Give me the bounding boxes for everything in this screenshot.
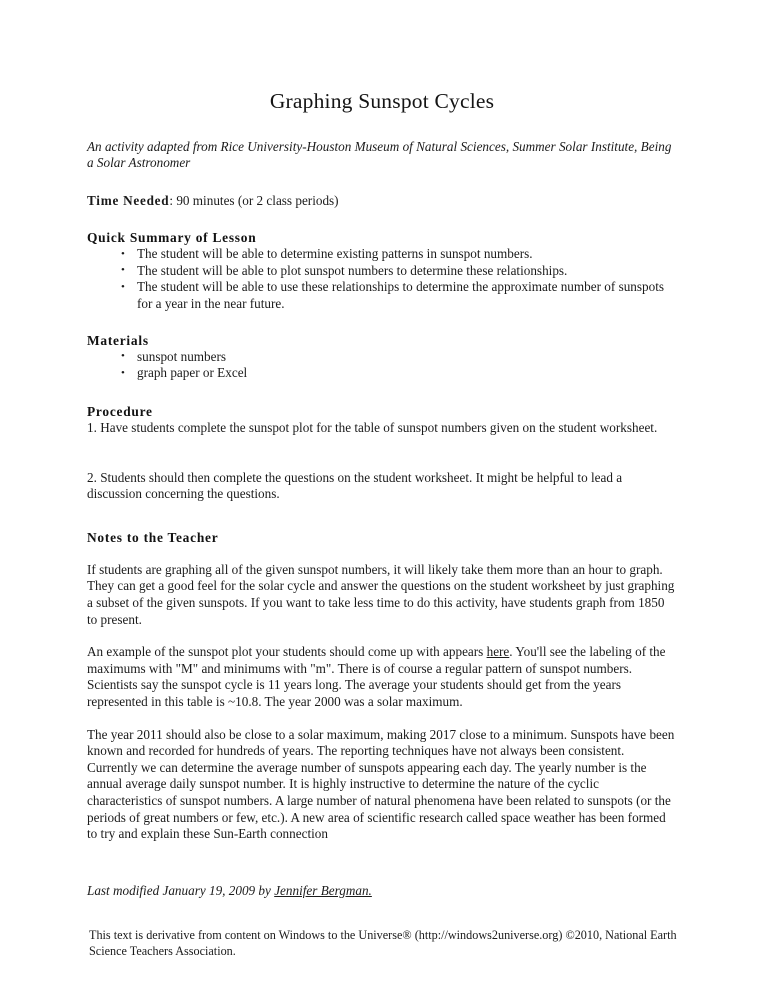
procedure-step-2: 2. Students should then complete the questions on the student worksheet. It might be helpful to lead a discussion concerning the questions. (87, 469, 623, 502)
document-subtitle: An activity adapted from Rice University-Houston Museum of Natural Sciences, Summer Solar Institute, Being a Solar Astronomer (87, 138, 672, 171)
notes-heading: Notes to the Teacher (87, 529, 219, 545)
notes-paragraph-2-tail: . You'll see the labeling of the maximums with "M" and minimums with "m". There is of course a regular pattern of sunspot numbers. Scientists say the sunspot cycle is 11 years long. The average your students should get from the years represented in this table is ~10.8. The year 2000 was a solar maximum. (87, 644, 666, 709)
list-item: • graph paper or Excel (87, 365, 677, 382)
procedure-step-1: 1. Have students complete the sunspot plot for the table of sunspot numbers given on the student worksheet. (87, 419, 658, 435)
list-item: • The student will be able to determine existing patterns in sunspot numbers. (87, 246, 677, 263)
notes-paragraph-3: The year 2011 should also be close to a solar maximum, making 2017 close to a minimum. Sunspots have been known and recorded for hundreds of years. The reporting techniques have not always been consistent. Currently we can determine the average number of sunspots appearing each day. The yearly number is the annual average daily sunspot number. It is highly instructive to determine the nature of the cyclic characteristics of sunspot numbers. A large number of natural phenomena have been related to sunspots (or the periods of great numbers or few, etc.). A new area of scientific research called space weather has been formed to try and explain these Sun-Earth connection (87, 726, 675, 842)
paragraph-spacer (87, 436, 677, 453)
procedure-heading: Procedure (87, 403, 153, 419)
materials-heading: Materials (87, 332, 149, 348)
time-needed-value: : 90 minutes (or 2 class periods) (169, 192, 339, 208)
paragraph-spacer (87, 453, 677, 470)
list-item: • The student will be able to use these relationships to determine the approximate number of sunspots for a year in the near future. (87, 279, 677, 312)
page-title: Graphing Sunspot Cycles (269, 89, 495, 113)
time-needed-line (87, 172, 677, 210)
example-plot-link[interactable]: here (486, 644, 510, 660)
document-content (87, 0, 677, 899)
quick-summary-list (87, 246, 677, 312)
author-link[interactable]: Jennifer Bergman. (274, 882, 372, 898)
time-needed-label: Time Needed (87, 192, 170, 208)
list-item: • sunspot numbers (87, 349, 677, 366)
materials-list (87, 349, 677, 382)
last-modified-prefix: Last modified January 19, 2009 by (87, 882, 275, 898)
notes-paragraph-2-lead: An example of the sunspot plot your students should come up with appears (87, 644, 487, 660)
last-modified-line (87, 843, 677, 900)
list-item: • The student will be able to plot sunspot numbers to determine these relationships. (87, 263, 677, 280)
copyright-credit: This text is derivative from content on Windows to the Universe® (http://windows2universe.org) ©2010, National Earth Science Teachers Association. (89, 928, 677, 959)
notes-paragraph-2 (87, 628, 677, 710)
notes-paragraph-1: If students are graphing all of the given sunspot numbers, it will likely take them more than an hour to graph. They can get a good feel for the solar cycle and answer the questions on the student worksheet by just graphing a subset of the given sunspots. If you want to take less time to do this activity, have students graph from 1850 to present. (87, 561, 675, 627)
quick-summary-heading: Quick Summary of Lesson (87, 230, 257, 246)
